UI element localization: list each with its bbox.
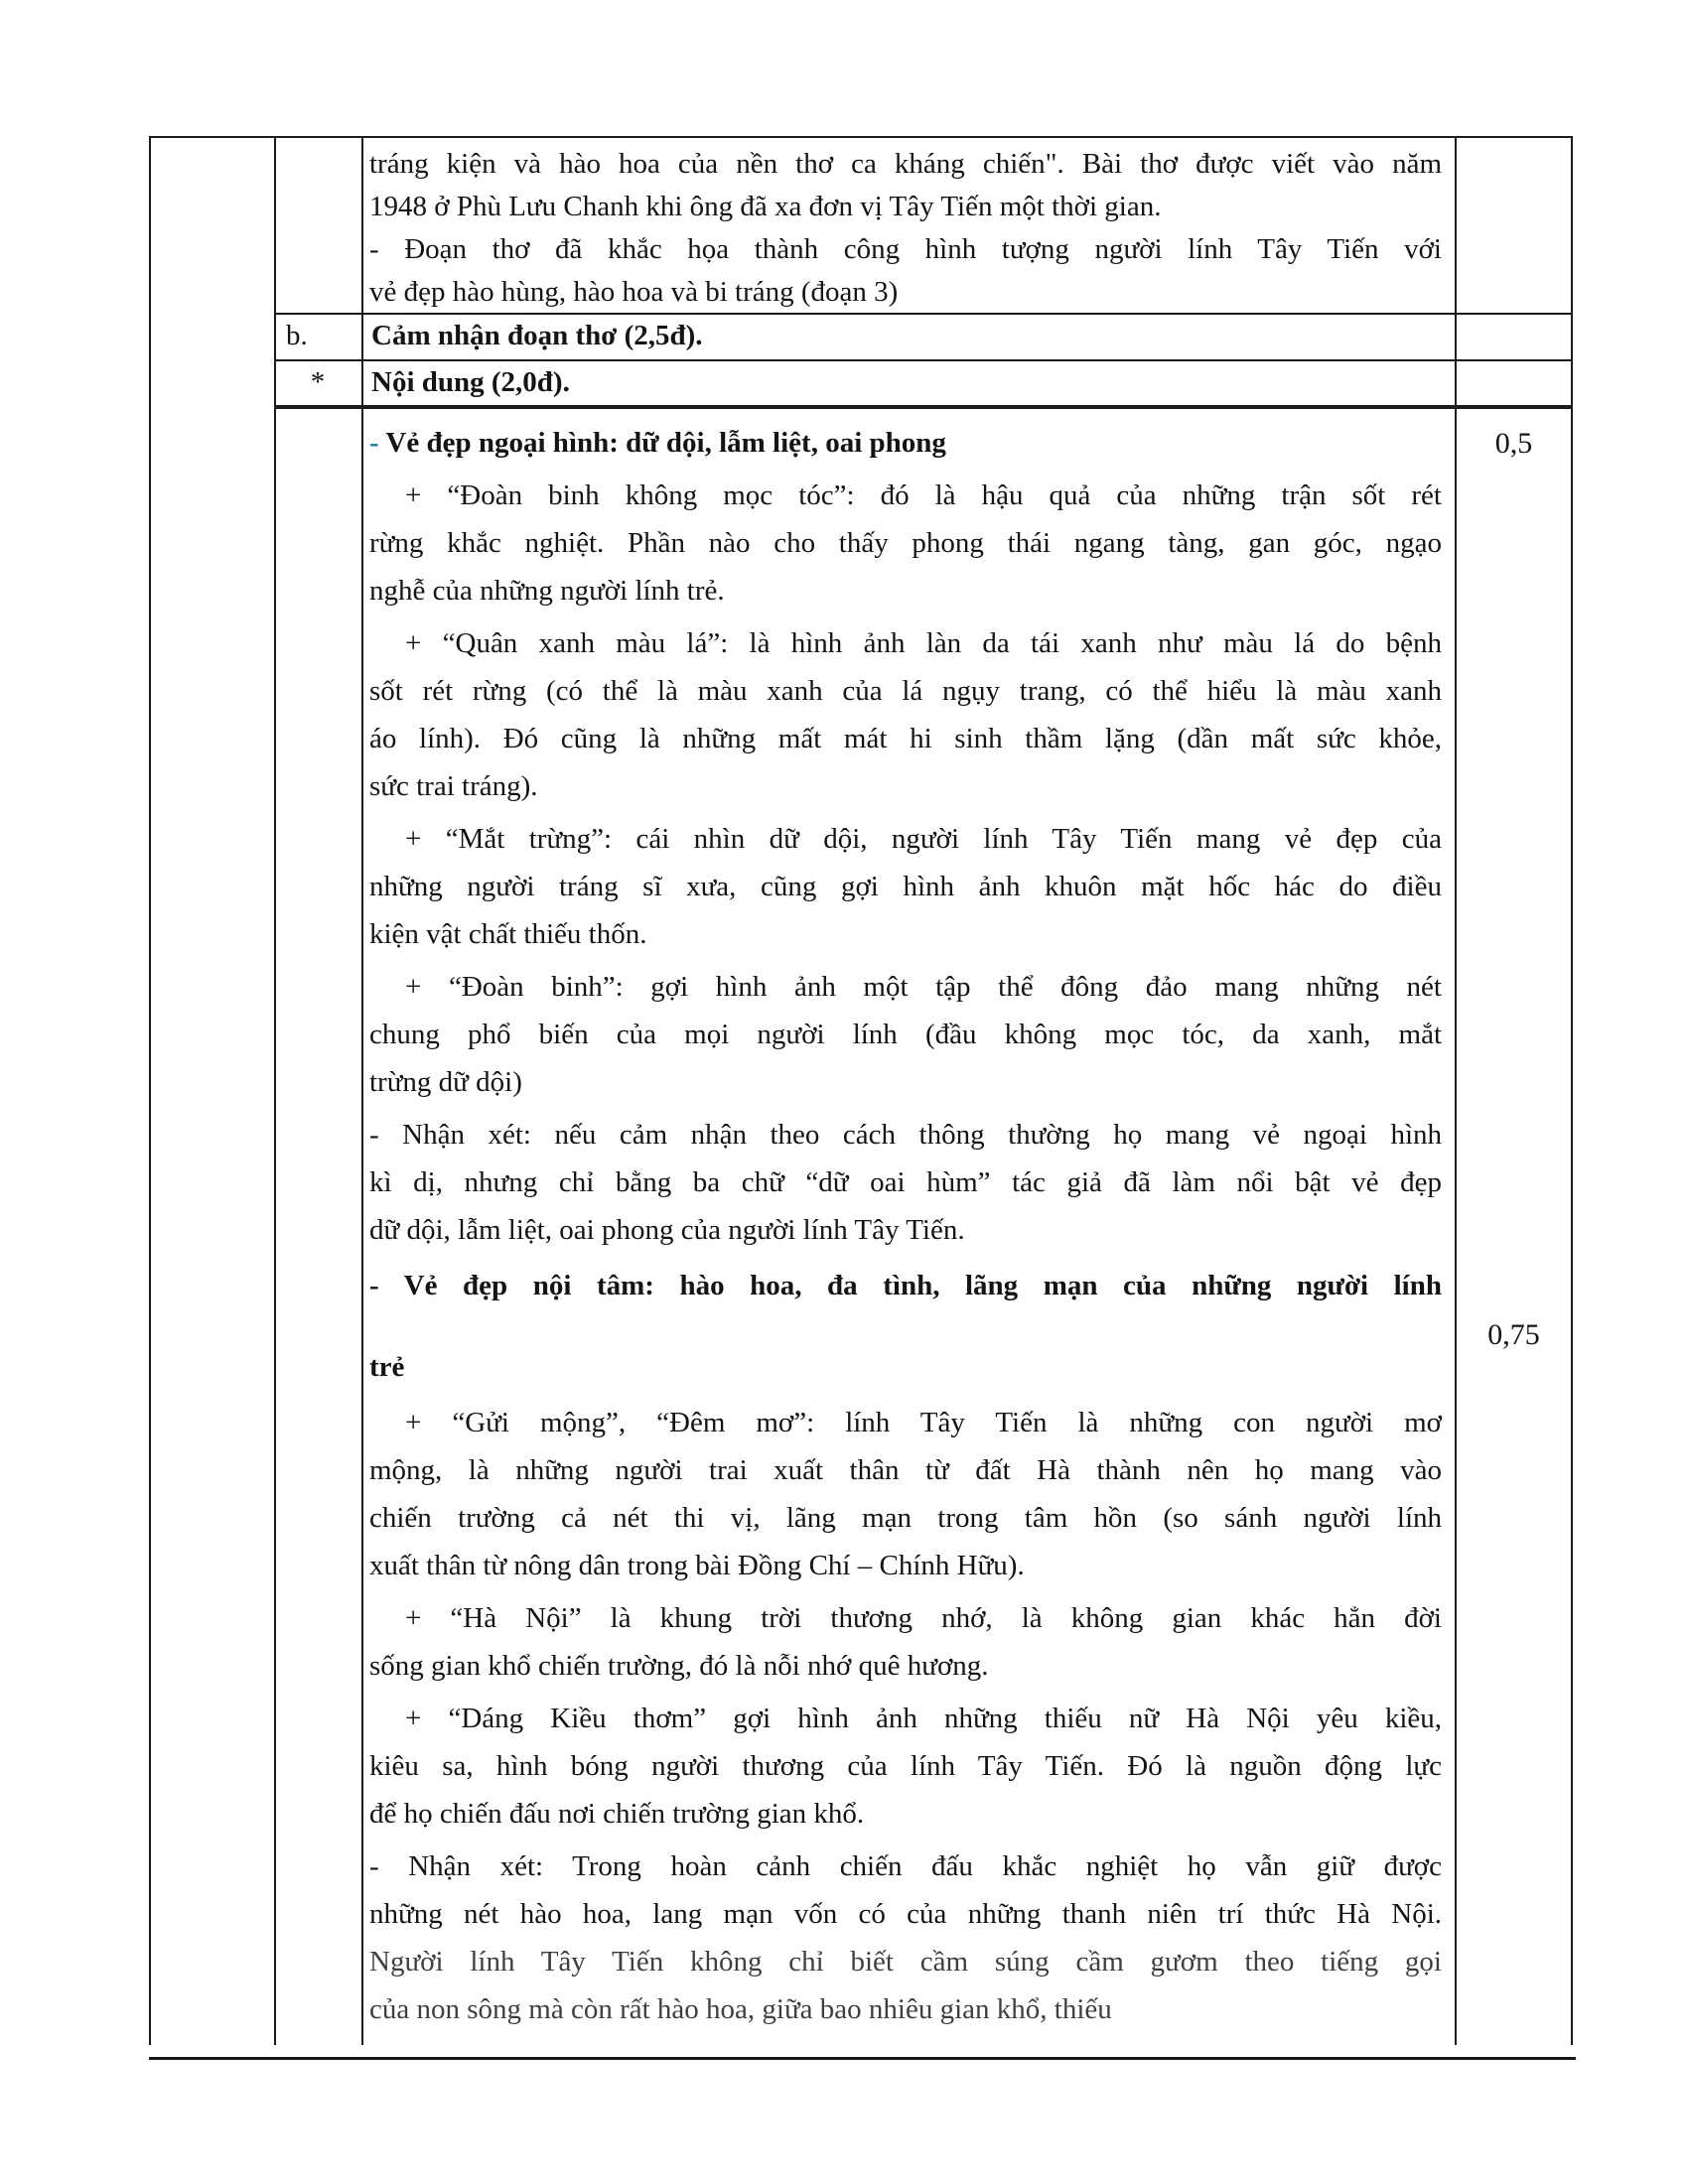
text-line: sức trai tráng). <box>369 770 538 802</box>
text-line: chung phổ biến của mọi người lính (đầu không mọc tóc, da xanh, mắt <box>369 1019 1442 1050</box>
column-divider-1 <box>274 136 276 2045</box>
row-b-label: b. <box>286 320 308 351</box>
continuation-row-text <box>369 143 1442 314</box>
text-line: + “Hà Nội” là khung trời thương nhớ, là không gian khác hẳn đời <box>405 1602 1442 1634</box>
text-line: kì dị, nhưng chỉ bằng ba chữ “dữ oai hùm” tác giả đã làm nổi bật vẻ đẹp <box>369 1166 1442 1198</box>
text-line: kiêu sa, hình bóng người thương của lính Tây Tiến. Đó là nguồn động lực <box>369 1750 1442 1782</box>
text-line: + “Dáng Kiều thơm” gợi hình ảnh những thiếu nữ Hà Nội yêu kiều, <box>405 1703 1442 1734</box>
row-b-title: Cảm nhận đoạn thơ (2,5đ). <box>371 320 703 351</box>
text-line: rừng khắc nghiệt. Phần nào cho thấy phong thái ngang tàng, gan góc, ngạo <box>369 527 1442 559</box>
text-line: + “Mắt trừng”: cái nhìn dữ dội, người lính Tây Tiến mang vẻ đẹp của <box>405 823 1442 855</box>
text-line: chiến trường cả nét thi vị, lãng mạn trong tâm hồn (so sánh người lính <box>369 1502 1442 1534</box>
grading-table <box>149 136 1573 2045</box>
text-line: trẻ <box>369 1351 405 1383</box>
text-line: 1948 ở Phù Lưu Chanh khi ông đã xa đơn vị Tây Tiến một thời gian. <box>369 191 1162 222</box>
text-line: + “Gửi mộng”, “Đêm mơ”: lính Tây Tiến là những con người mơ <box>405 1407 1442 1438</box>
row-star-label: * <box>310 366 326 398</box>
text-line: + “Đoàn binh không mọc tóc”: đó là hậu quả của những trận sốt rét <box>405 479 1442 511</box>
text-line: những nét hào hoa, lang mạn vốn có của những thanh niên trí thức Hà Nội. <box>369 1898 1442 1930</box>
text-line: sống gian khổ chiến trường, đó là nỗi nhớ quê hương. <box>369 1650 989 1682</box>
text-line: những người tráng sĩ xưa, cũng gợi hình ảnh khuôn mặt hốc hác do điều <box>369 871 1442 902</box>
page-footer-rule <box>149 2057 1576 2060</box>
text-line: + “Đoàn binh”: gợi hình ảnh một tập thể đông đảo mang những nét <box>405 971 1442 1003</box>
text-line: mộng, là những người trai xuất thân từ đất Hà thành nên họ mang vào <box>369 1454 1442 1486</box>
text-line: - Vẻ đẹp nội tâm: hào hoa, đa tình, lãng mạn của những người lính <box>369 1270 1442 1301</box>
text-line: Người lính Tây Tiến không chỉ biết cầm súng cầm gươm theo tiếng gọi <box>369 1946 1442 1978</box>
text-line: trừng dữ dội) <box>369 1066 522 1098</box>
content-row-text <box>369 419 1442 2033</box>
score-value-2: 0,75 <box>1487 1318 1540 1351</box>
text-line: áo lính). Đó cũng là những mất mát hi sinh thầm lặng (dần mất sức khỏe, <box>369 723 1442 754</box>
text-line: vẻ đẹp hào hùng, hào hoa và bi tráng (đoạn 3) <box>369 276 899 308</box>
text-line: của non sông mà còn rất hào hoa, giữa bao nhiêu gian khổ, thiếu <box>369 1993 1112 2025</box>
score-value-1: 0,5 <box>1494 427 1533 460</box>
text-line: xuất thân từ nông dân trong bài Đồng Chí – Chính Hữu). <box>369 1550 1025 1581</box>
text-line: - Vẻ đẹp ngoại hình: dữ dội, lẫm liệt, oai phong <box>369 427 946 459</box>
row-separator-3 <box>274 405 1573 409</box>
text-line: - Nhận xét: nếu cảm nhận theo cách thông thường họ mang vẻ ngoại hình <box>369 1119 1442 1151</box>
accent-dash: - <box>369 427 379 459</box>
text-line: - Đoạn thơ đã khắc họa thành công hình tượng người lính Tây Tiến với <box>369 233 1442 265</box>
text-line: dữ dội, lẫm liệt, oai phong của người lính Tây Tiến. <box>369 1214 965 1246</box>
column-divider-2 <box>361 136 363 2045</box>
text-line: tráng kiện và hào hoa của nền thơ ca kháng chiến". Bài thơ được viết vào năm <box>369 148 1442 180</box>
text-line: - Nhận xét: Trong hoàn cảnh chiến đấu khắc nghiệt họ vẫn giữ được <box>369 1850 1442 1882</box>
text-line: + “Quân xanh màu lá”: là hình ảnh làn da tái xanh như màu lá do bệnh <box>405 627 1442 659</box>
text-line: kiện vật chất thiếu thốn. <box>369 918 647 950</box>
text-line: để họ chiến đấu nơi chiến trường gian khổ. <box>369 1798 865 1830</box>
table-left-border <box>149 136 151 2045</box>
row-star-title: Nội dung (2,0đ). <box>371 366 570 398</box>
text-line: nghễ của những người lính trẻ. <box>369 575 725 607</box>
text-line: sốt rét rừng (có thể là màu xanh của lá ngụy trang, có thể hiểu là màu xanh <box>369 675 1442 707</box>
